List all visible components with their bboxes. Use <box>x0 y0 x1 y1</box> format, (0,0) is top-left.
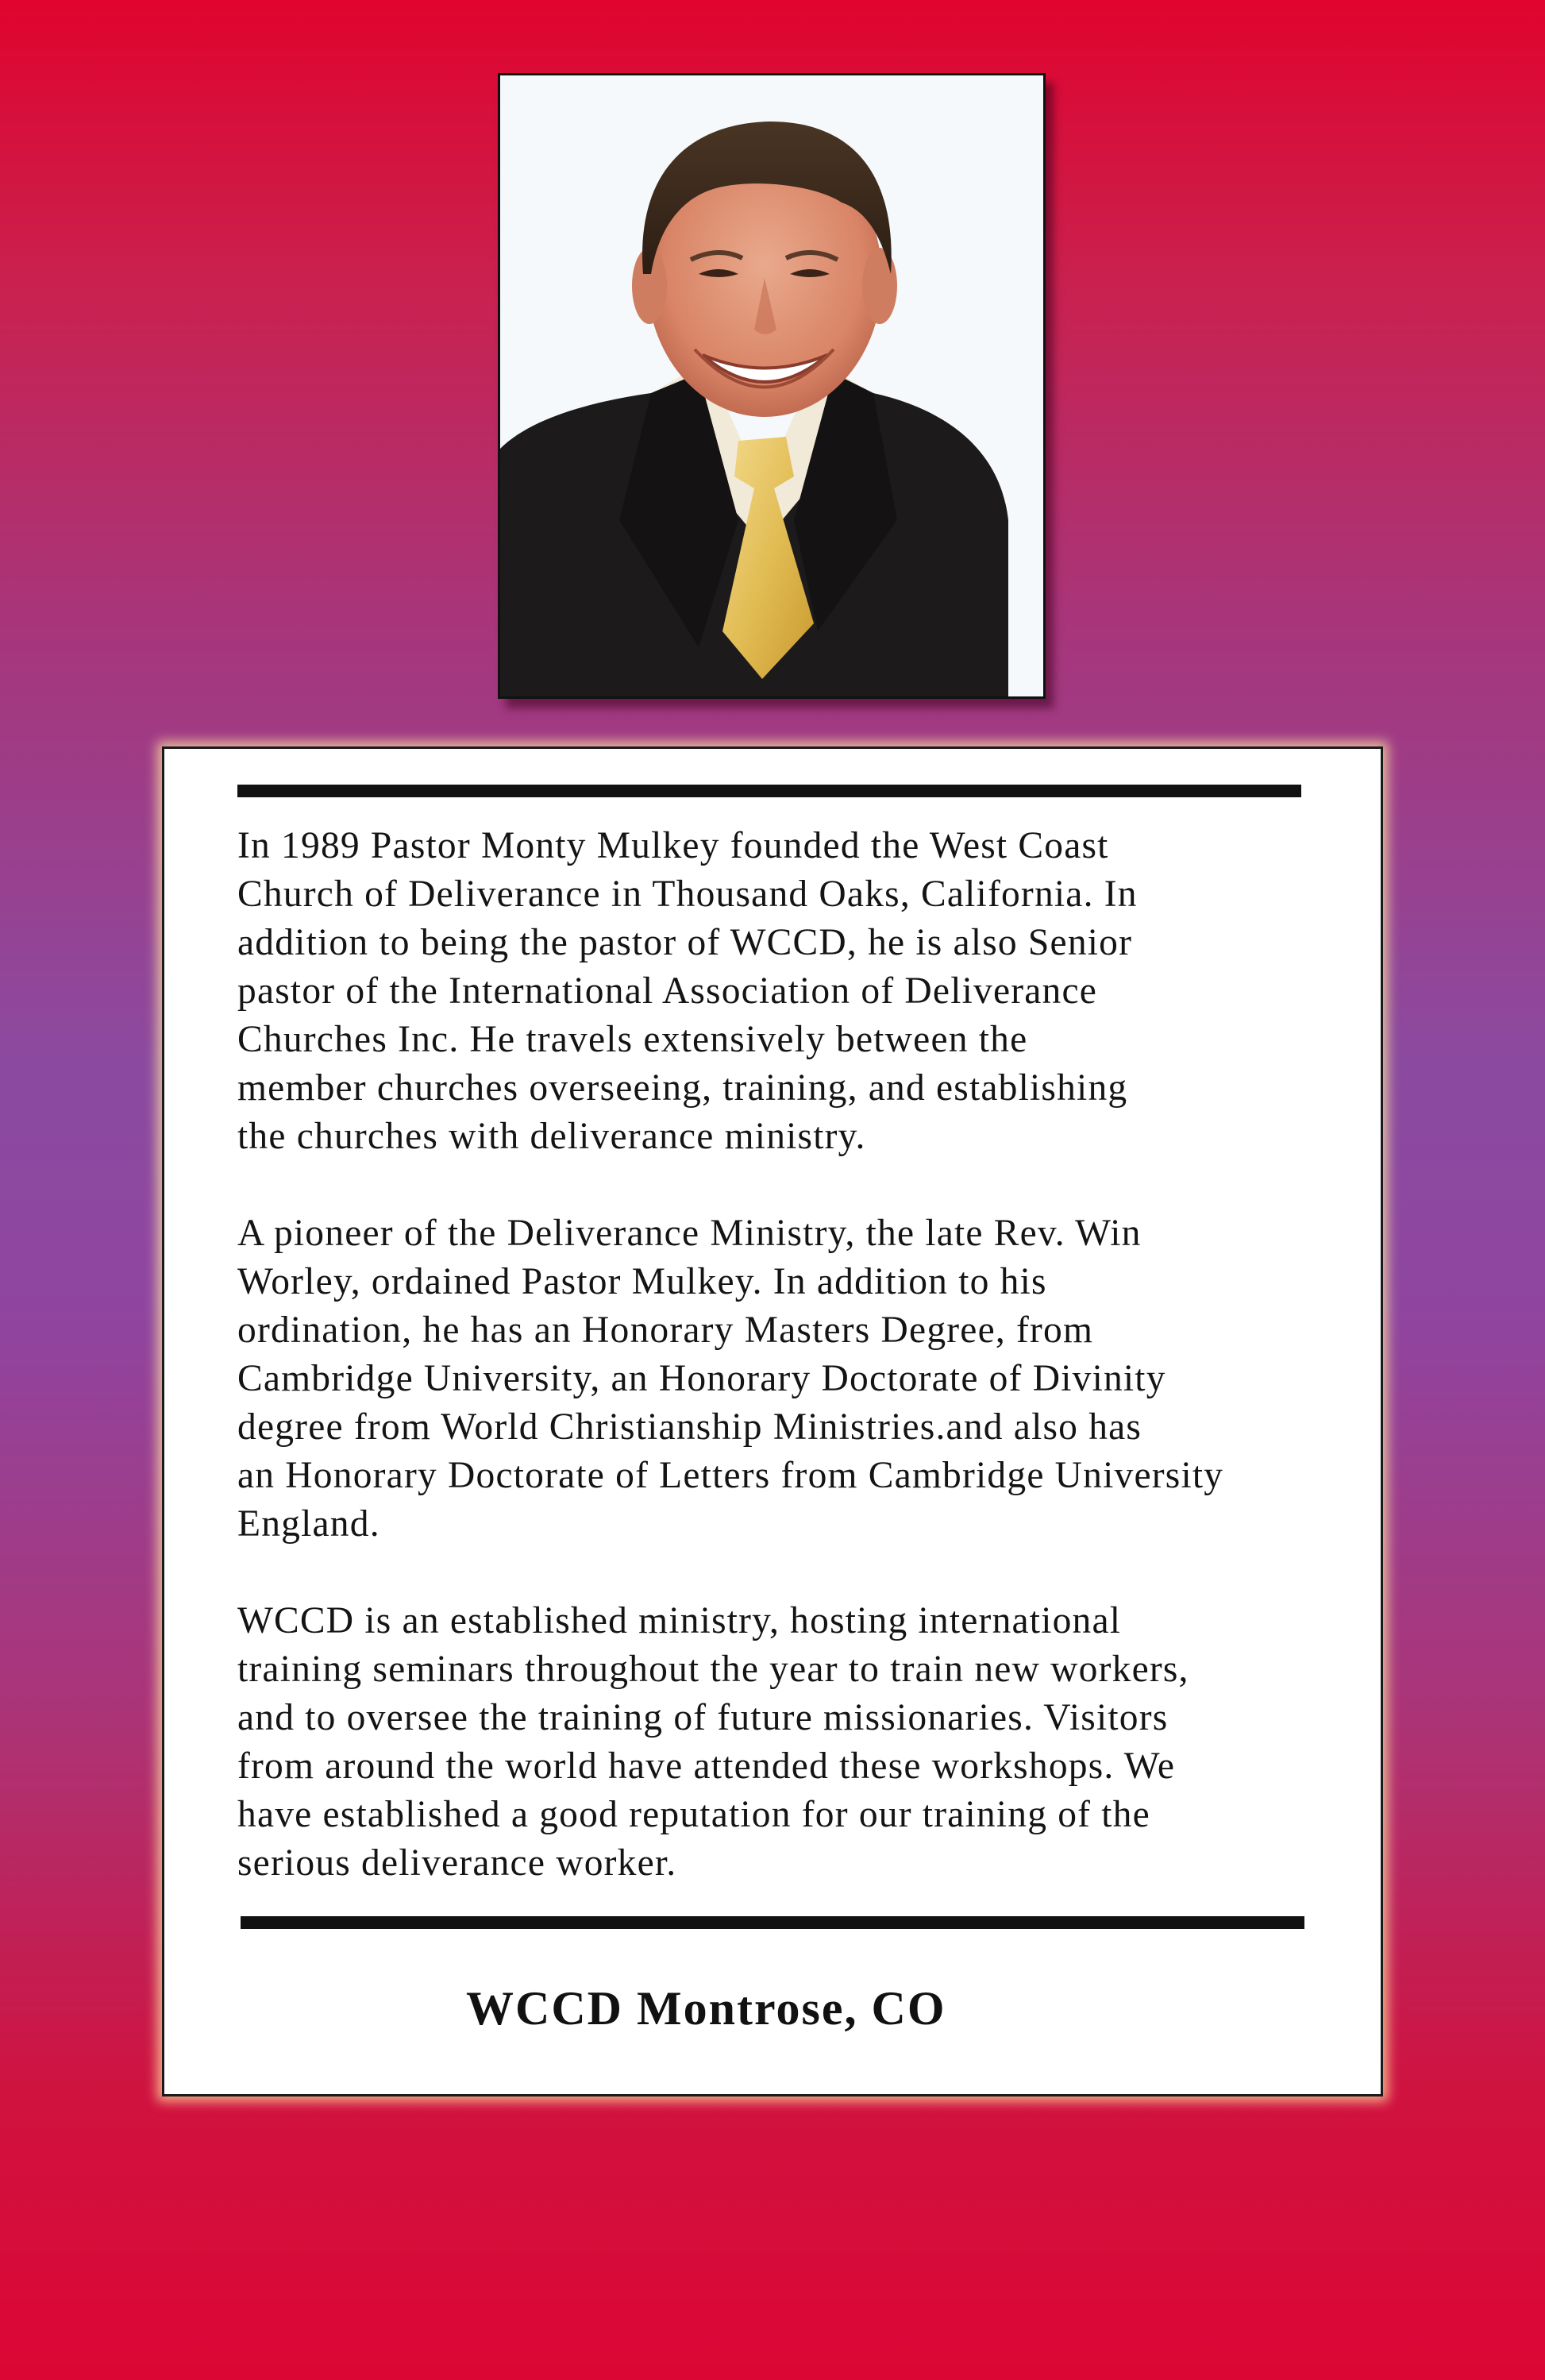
pastor-portrait <box>498 73 1046 699</box>
top-divider <box>237 785 1301 797</box>
bottom-divider <box>241 1916 1304 1929</box>
bio-text <box>237 822 1349 1888</box>
bio-panel <box>162 746 1383 2096</box>
bio-paragraph-credentials: A pioneer of the Deliverance Ministry, the late Rev. Win Worley, ordained Pastor Mulkey. In addition to his ordination, he has an Honorary Masters Degree, from Cambridge University, an Honorary Doctorate of Divinity degree from World Christianship Ministries.and also has an Honorary Doctorate of Letters from Cambridge University England. <box>237 1213 1224 1545</box>
pastor-portrait-icon <box>500 75 1043 696</box>
bio-paragraph-ministry: WCCD is an established ministry, hosting international training seminars throughout the year to train new workers, and to oversee the training of future missionaries. Visitors from around the world have attended these workshops. We have established a good reputation for our training of the serious deliverance worker. <box>237 1600 1189 1884</box>
bio-paragraph-founding: In 1989 Pastor Monty Mulkey founded the West Coast Church of Deliverance in Thousand Oaks, California. In addition to being the pastor of WCCD, he is also Senior pastor of the International Association of Deliverance Churches Inc. He travels extensively between the member churches overseeing, training, and establishing the churches with deliverance ministry. <box>237 825 1138 1157</box>
signature-location: WCCD Montrose, CO <box>466 1982 946 2035</box>
